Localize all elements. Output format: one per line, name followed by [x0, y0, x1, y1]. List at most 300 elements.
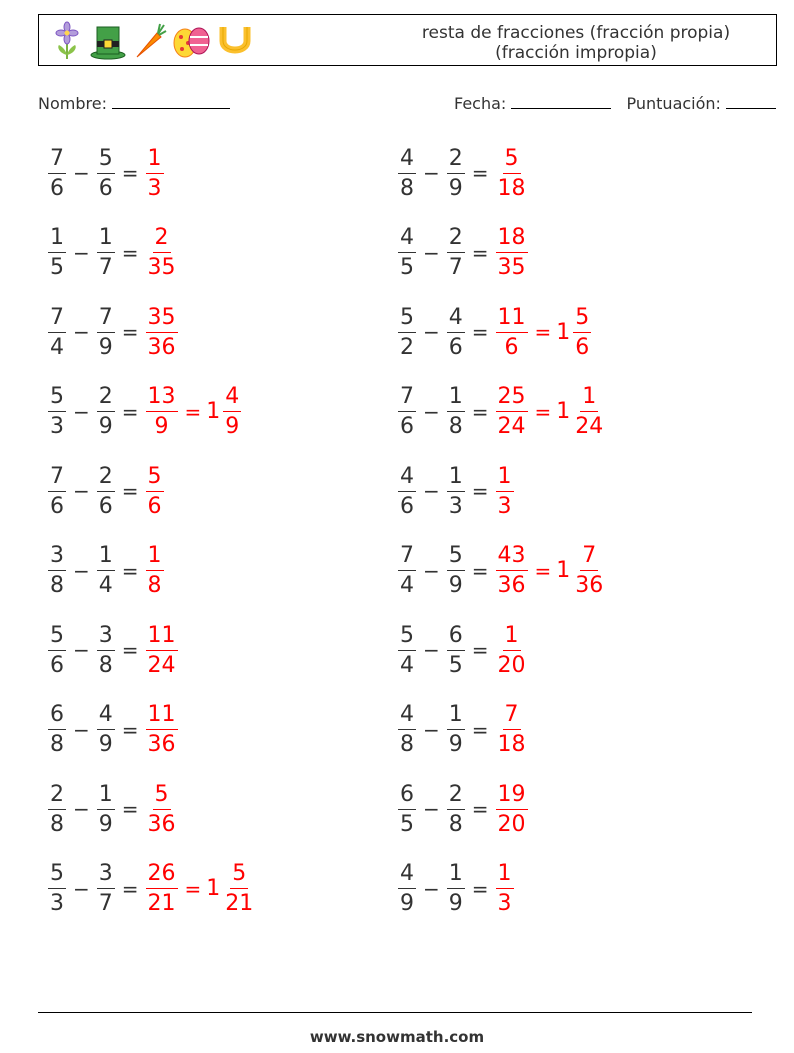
denominator: 6: [50, 493, 64, 519]
answer: [494, 145, 530, 202]
equals-sign: =: [471, 717, 489, 742]
numerator: 4: [97, 701, 115, 730]
numerator: 5: [97, 145, 115, 174]
second-fraction: [97, 860, 115, 917]
numerator: 2: [153, 224, 171, 253]
equals-sign: =: [121, 797, 139, 821]
problem-item: [46, 460, 166, 522]
numerator: 5: [153, 781, 171, 810]
mixed-whole: 1: [556, 558, 571, 583]
numerator: 7: [48, 145, 66, 174]
denominator: 6: [448, 334, 463, 360]
denominator: 8: [448, 811, 463, 837]
denominator: 6: [50, 175, 64, 201]
second-fraction: [447, 383, 465, 440]
numerator: 1: [146, 542, 164, 571]
equals-sign: =: [471, 161, 489, 185]
date-blank: [511, 94, 611, 109]
equals-sign: =: [184, 399, 202, 424]
denominator: 21: [225, 891, 254, 916]
first-fraction: [398, 622, 416, 679]
denominator: 2: [400, 334, 414, 360]
numerator: 3: [97, 860, 115, 889]
equals-sign: =: [121, 240, 139, 265]
first-fraction: [48, 224, 66, 281]
numerator: 19: [496, 781, 528, 810]
denominator: 3: [448, 493, 463, 519]
answer-fraction: [496, 145, 528, 202]
numerator: 1: [97, 224, 115, 253]
equals-sign: =: [121, 717, 139, 742]
second-fraction: [447, 622, 465, 679]
answer: [494, 463, 516, 520]
mixed-fraction: [573, 304, 591, 361]
problem-item: [396, 222, 530, 284]
denominator: 8: [448, 414, 463, 439]
date-score-fields: [454, 94, 776, 113]
equals-sign: =: [121, 479, 139, 503]
mixed-whole: 1: [556, 319, 571, 345]
first-fraction: [48, 860, 66, 917]
score-label: Puntuación:: [626, 94, 721, 113]
answer: [494, 383, 608, 440]
name-field: [38, 94, 230, 113]
numerator: 1: [146, 145, 164, 174]
numerator: 1: [447, 701, 465, 730]
second-fraction: [97, 622, 115, 679]
minus-sign: −: [73, 240, 90, 265]
second-fraction: [447, 781, 465, 838]
answer: [144, 304, 180, 361]
denominator: 7: [448, 255, 463, 280]
denominator: 5: [50, 255, 64, 280]
numerator: 5: [398, 622, 416, 651]
equals-sign: =: [471, 479, 489, 503]
title-line-2: (fracción impropia): [495, 43, 657, 63]
denominator: 6: [400, 414, 414, 439]
equals-sign: =: [471, 638, 489, 662]
equals-sign: =: [471, 558, 489, 583]
minus-sign: −: [423, 399, 440, 424]
denominator: 9: [98, 732, 113, 757]
numerator: 1: [447, 383, 465, 412]
problem-item: [46, 301, 180, 363]
numerator: 3: [97, 622, 115, 651]
problem-item: [396, 142, 530, 204]
first-fraction: [398, 860, 416, 917]
denominator: 6: [504, 334, 519, 360]
denominator: 4: [400, 573, 414, 598]
answer-fraction: [146, 701, 178, 758]
numerator: 11: [146, 622, 178, 651]
answer: [494, 224, 530, 281]
numerator: 7: [580, 542, 598, 571]
denominator: 20: [497, 652, 526, 678]
numerator: 1: [503, 622, 521, 651]
answer-fraction: [496, 542, 528, 599]
denominator: 35: [147, 255, 176, 280]
denominator: 9: [98, 334, 113, 360]
numerator: 2: [48, 781, 66, 810]
first-fraction: [48, 145, 66, 202]
numerator: 4: [398, 463, 416, 492]
answer-fraction: [496, 781, 528, 838]
equals-sign: =: [471, 876, 489, 901]
denominator: 8: [400, 175, 414, 201]
first-fraction: [48, 781, 66, 838]
answer: [494, 781, 530, 838]
minus-sign: −: [423, 240, 440, 265]
answer: [144, 224, 180, 281]
numerator: 18: [496, 224, 528, 253]
denominator: 21: [147, 891, 176, 916]
first-fraction: [398, 383, 416, 440]
mixed-fraction: [573, 542, 605, 599]
second-fraction: [97, 542, 115, 599]
answer-fraction: [146, 304, 178, 361]
decorative-icons: [49, 21, 255, 61]
denominator: 3: [147, 175, 162, 201]
second-fraction: [97, 463, 115, 520]
answer-fraction: [496, 463, 514, 520]
first-fraction: [398, 145, 416, 202]
numerator: 7: [48, 463, 66, 492]
minus-sign: −: [73, 717, 90, 742]
mixed-whole: 1: [206, 399, 221, 424]
minus-sign: −: [423, 558, 440, 583]
problem-item: [46, 699, 180, 761]
denominator: 7: [98, 891, 113, 916]
denominator: 24: [147, 652, 176, 678]
answer-fraction: [146, 860, 178, 917]
minus-sign: −: [423, 717, 440, 742]
minus-sign: −: [73, 638, 90, 662]
answer-fraction: [146, 383, 178, 440]
denominator: 3: [497, 493, 512, 519]
mixed-fraction: [223, 860, 255, 917]
numerator: 11: [146, 701, 178, 730]
answer: [144, 781, 180, 838]
denominator: 36: [497, 573, 526, 598]
answer-fraction: [146, 781, 178, 838]
numerator: 6: [48, 701, 66, 730]
numerator: 6: [447, 622, 465, 651]
title-line-1: resta de fracciones (fracción propia): [421, 23, 731, 43]
answer-fraction: [146, 145, 164, 202]
denominator: 5: [400, 811, 414, 837]
minus-sign: −: [73, 558, 90, 583]
denominator: 8: [50, 573, 64, 598]
denominator: 8: [98, 652, 113, 678]
denominator: 9: [448, 732, 463, 757]
answer-fraction: [146, 622, 178, 679]
answer-fraction: [496, 622, 528, 679]
minus-sign: −: [73, 399, 90, 424]
equals-sign: =: [471, 797, 489, 821]
numerator: 1: [48, 224, 66, 253]
numerator: 2: [97, 463, 115, 492]
denominator: 6: [575, 334, 590, 360]
equals-sign: =: [121, 558, 139, 583]
first-fraction: [398, 304, 416, 361]
denominator: 8: [147, 573, 162, 598]
denominator: 4: [400, 652, 414, 678]
equals-sign: =: [534, 399, 552, 424]
problem-item: [46, 619, 180, 681]
answer-fraction: [496, 304, 528, 361]
denominator: 6: [98, 175, 113, 201]
answer: [494, 860, 516, 917]
problem-item: [46, 778, 180, 840]
denominator: 5: [448, 652, 463, 678]
answer-fraction: [496, 383, 528, 440]
carrot-icon: [131, 21, 167, 61]
first-fraction: [48, 383, 66, 440]
denominator: 6: [98, 493, 113, 519]
answer: [144, 383, 244, 440]
worksheet-header: [38, 14, 777, 66]
denominator: 36: [147, 334, 176, 360]
mixed-fraction: [223, 383, 241, 440]
numerator: 7: [97, 304, 115, 333]
equals-sign: =: [534, 558, 552, 583]
denominator: 3: [50, 414, 64, 439]
numerator: 5: [48, 860, 66, 889]
answer: [144, 463, 166, 520]
numerator: 5: [503, 145, 521, 174]
second-fraction: [447, 463, 465, 520]
horseshoe-icon: [215, 21, 255, 61]
second-fraction: [97, 224, 115, 281]
numerator: 5: [230, 860, 248, 889]
footer-site: www.snowmath.com: [309, 1028, 485, 1046]
answer-fraction: [496, 224, 528, 281]
problem-item: [396, 301, 593, 363]
denominator: 5: [400, 255, 414, 280]
second-fraction: [447, 860, 465, 917]
numerator: 43: [496, 542, 528, 571]
leprechaun-hat-icon: [89, 21, 127, 61]
numerator: 3: [48, 542, 66, 571]
denominator: 35: [497, 255, 526, 280]
minus-sign: −: [423, 479, 440, 503]
answer: [494, 622, 530, 679]
equals-sign: =: [471, 399, 489, 424]
first-fraction: [398, 542, 416, 599]
numerator: 4: [398, 145, 416, 174]
first-fraction: [48, 701, 66, 758]
numerator: 11: [496, 304, 528, 333]
mixed-whole: 1: [556, 399, 571, 424]
mixed-fraction: [573, 383, 605, 440]
first-fraction: [48, 463, 66, 520]
denominator: 9: [448, 175, 463, 201]
numerator: 7: [48, 304, 66, 333]
denominator: 3: [497, 891, 512, 916]
answer-fraction: [146, 463, 164, 520]
second-fraction: [447, 701, 465, 758]
problem-item: [46, 142, 166, 204]
minus-sign: −: [73, 479, 90, 503]
minus-sign: −: [423, 797, 440, 821]
numerator: 4: [398, 860, 416, 889]
second-fraction: [447, 542, 465, 599]
problem-item: [46, 222, 180, 284]
problem-item: [396, 540, 607, 602]
second-fraction: [97, 145, 115, 202]
numerator: 5: [48, 383, 66, 412]
numerator: 4: [223, 383, 241, 412]
denominator: 20: [497, 811, 526, 837]
numerator: 1: [580, 383, 598, 412]
problem-item: [46, 381, 243, 443]
denominator: 8: [50, 811, 64, 837]
problem-item: [46, 858, 257, 920]
minus-sign: −: [73, 797, 90, 821]
denominator: 18: [497, 175, 526, 201]
denominator: 36: [147, 811, 176, 837]
problem-item: [396, 460, 516, 522]
problem-item: [396, 619, 530, 681]
numerator: 35: [146, 304, 178, 333]
numerator: 1: [496, 463, 514, 492]
minus-sign: −: [423, 876, 440, 901]
denominator: 9: [98, 414, 113, 439]
first-fraction: [398, 701, 416, 758]
numerator: 2: [447, 781, 465, 810]
numerator: 1: [97, 781, 115, 810]
denominator: 9: [225, 414, 240, 439]
denominator: 6: [400, 493, 414, 519]
footer-divider: [38, 1012, 752, 1013]
mixed-whole: 1: [206, 876, 221, 901]
first-fraction: [398, 224, 416, 281]
first-fraction: [48, 622, 66, 679]
denominator: 9: [448, 891, 463, 916]
second-fraction: [447, 145, 465, 202]
second-fraction: [97, 781, 115, 838]
minus-sign: −: [73, 876, 90, 901]
minus-sign: −: [423, 161, 440, 185]
first-fraction: [48, 542, 66, 599]
denominator: 36: [147, 732, 176, 757]
equals-sign: =: [471, 320, 489, 344]
answer: [144, 542, 166, 599]
numerator: 26: [146, 860, 178, 889]
numerator: 2: [97, 383, 115, 412]
denominator: 7: [98, 255, 113, 280]
numerator: 6: [398, 781, 416, 810]
answer: [144, 622, 180, 679]
numerator: 2: [447, 224, 465, 253]
first-fraction: [398, 463, 416, 520]
problem-item: [396, 381, 607, 443]
equals-sign: =: [121, 320, 139, 344]
equals-sign: =: [121, 399, 139, 424]
denominator: 9: [154, 414, 169, 439]
first-fraction: [48, 304, 66, 361]
numerator: 7: [398, 542, 416, 571]
numerator: 4: [398, 224, 416, 253]
denominator: 6: [50, 652, 64, 678]
answer: [494, 304, 594, 361]
equals-sign: =: [184, 876, 202, 901]
denominator: 36: [575, 573, 604, 598]
numerator: 4: [447, 304, 465, 333]
name-label: Nombre:: [38, 94, 107, 113]
numerator: 7: [398, 383, 416, 412]
numerator: 5: [573, 304, 591, 333]
numerator: 1: [447, 860, 465, 889]
problem-item: [396, 858, 516, 920]
score-blank: [726, 94, 776, 109]
equals-sign: =: [471, 240, 489, 265]
denominator: 9: [448, 573, 463, 598]
denominator: 24: [497, 414, 526, 439]
minus-sign: −: [73, 320, 90, 344]
numerator: 1: [447, 463, 465, 492]
numerator: 1: [496, 860, 514, 889]
numerator: 5: [48, 622, 66, 651]
numerator: 25: [496, 383, 528, 412]
denominator: 3: [50, 891, 64, 916]
answer: [494, 701, 530, 758]
answer: [144, 145, 166, 202]
numerator: 5: [146, 463, 164, 492]
numerator: 5: [447, 542, 465, 571]
numerator: 2: [447, 145, 465, 174]
second-fraction: [447, 224, 465, 281]
equals-sign: =: [121, 638, 139, 662]
minus-sign: −: [73, 161, 90, 185]
denominator: 9: [98, 811, 113, 837]
equals-sign: =: [121, 876, 139, 901]
numerator: 13: [146, 383, 178, 412]
denominator: 18: [497, 732, 526, 757]
numerator: 7: [503, 701, 521, 730]
easter-eggs-icon: [171, 21, 211, 61]
minus-sign: −: [423, 320, 440, 344]
problem-item: [396, 778, 530, 840]
denominator: 9: [400, 891, 414, 916]
answer-fraction: [496, 860, 514, 917]
flower-icon: [49, 21, 85, 61]
problem-item: [396, 699, 530, 761]
worksheet-title: [416, 23, 736, 63]
answer-fraction: [496, 701, 528, 758]
second-fraction: [97, 383, 115, 440]
answer: [494, 542, 608, 599]
equals-sign: =: [121, 161, 139, 185]
second-fraction: [97, 304, 115, 361]
numerator: 1: [97, 542, 115, 571]
problem-item: [46, 540, 166, 602]
numerator: 4: [398, 701, 416, 730]
denominator: 24: [575, 414, 604, 439]
minus-sign: −: [423, 638, 440, 662]
second-fraction: [97, 701, 115, 758]
denominator: 8: [400, 732, 414, 757]
answer-fraction: [146, 224, 178, 281]
answer: [144, 860, 258, 917]
denominator: 4: [50, 334, 64, 360]
second-fraction: [447, 304, 465, 361]
first-fraction: [398, 781, 416, 838]
answer-fraction: [146, 542, 164, 599]
numerator: 5: [398, 304, 416, 333]
denominator: 6: [147, 493, 162, 519]
name-blank: [112, 94, 230, 109]
